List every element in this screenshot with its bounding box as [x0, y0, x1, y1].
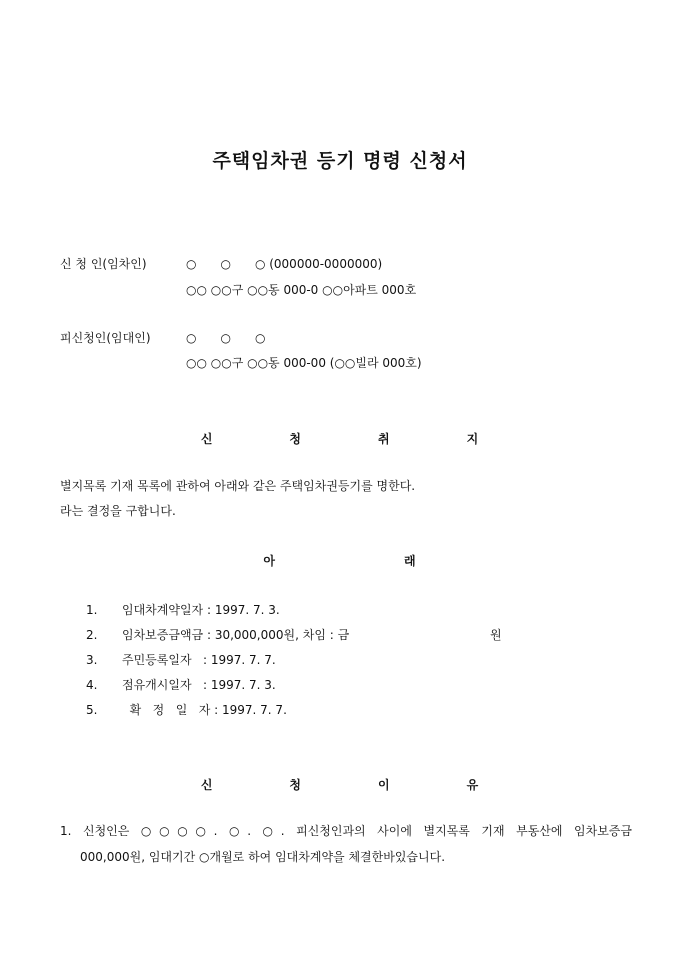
- heading-char: 신: [200, 778, 214, 792]
- reason-paragraph: [60, 818, 632, 870]
- purpose-line-1: 별지목록 기재 목록에 관하여 아래와 같은 주택임차권등기를 명한다.: [60, 479, 416, 493]
- list-item: [86, 677, 276, 693]
- item-number: 2.: [86, 628, 98, 642]
- heading-char: 취: [378, 432, 391, 446]
- heading-char: 청: [289, 778, 302, 792]
- reason-line-2: 000,000원, 임대기간 ○개월로 하여 임대차계약을 체결한바있습니다.: [80, 850, 446, 864]
- applicant-address: ○○ ○○구 ○○동 000-0 ○○아파트 000호: [186, 283, 417, 297]
- list-item: [86, 627, 502, 643]
- heading-char: 지: [466, 432, 480, 446]
- purpose-line-2: 라는 결정을 구합니다.: [60, 504, 176, 518]
- item-suffix: 원: [490, 628, 502, 642]
- item-text: 임대차계약일자 : 1997. 7. 3.: [122, 603, 280, 617]
- applicant-label: 신 청 인(임차인): [60, 257, 147, 271]
- reason-line-1: 1. 신청인은 ○○○○. ○. ○. 피신청인과의 사이에 별지목록 기재 부동산에 임차보증금: [60, 824, 632, 838]
- heading-char: 유: [466, 778, 480, 792]
- item-number: 1.: [86, 603, 98, 617]
- heading-char: 청: [289, 432, 302, 446]
- heading-char: 아: [263, 554, 276, 568]
- applicant-row: [60, 256, 382, 272]
- respondent-name: ○ ○ ○: [186, 331, 266, 345]
- respondent-row: [60, 330, 265, 346]
- respondent-address: ○○ ○○구 ○○동 000-00 (○○빌라 000호): [186, 356, 422, 370]
- heading-char: 래: [404, 554, 417, 568]
- heading-char: 이: [378, 778, 391, 792]
- applicant-name: ○ ○ ○ (000000-0000000): [186, 257, 383, 271]
- document-title: 주택임차권 등기 명령 신청서: [212, 150, 468, 172]
- respondent-label: 피신청인(임대인): [60, 331, 151, 345]
- item-text: 임차보증금액금 : 30,000,000원, 차임 : 금: [122, 628, 350, 642]
- item-text: 주민등록일자 : 1997. 7. 7.: [122, 653, 276, 667]
- heading-char: 신: [200, 432, 214, 446]
- item-number: 3.: [86, 653, 98, 667]
- purpose-heading: [0, 430, 680, 447]
- list-item: [86, 702, 287, 718]
- list-item: [86, 602, 280, 618]
- item-text: 확 정 일 자 : 1997. 7. 7.: [122, 703, 287, 717]
- item-number: 5.: [86, 703, 98, 717]
- below-heading: [0, 552, 680, 569]
- list-item: [86, 652, 276, 668]
- item-number: 4.: [86, 678, 98, 692]
- item-text: 점유개시일자 : 1997. 7. 3.: [122, 678, 276, 692]
- reason-heading: [0, 776, 680, 793]
